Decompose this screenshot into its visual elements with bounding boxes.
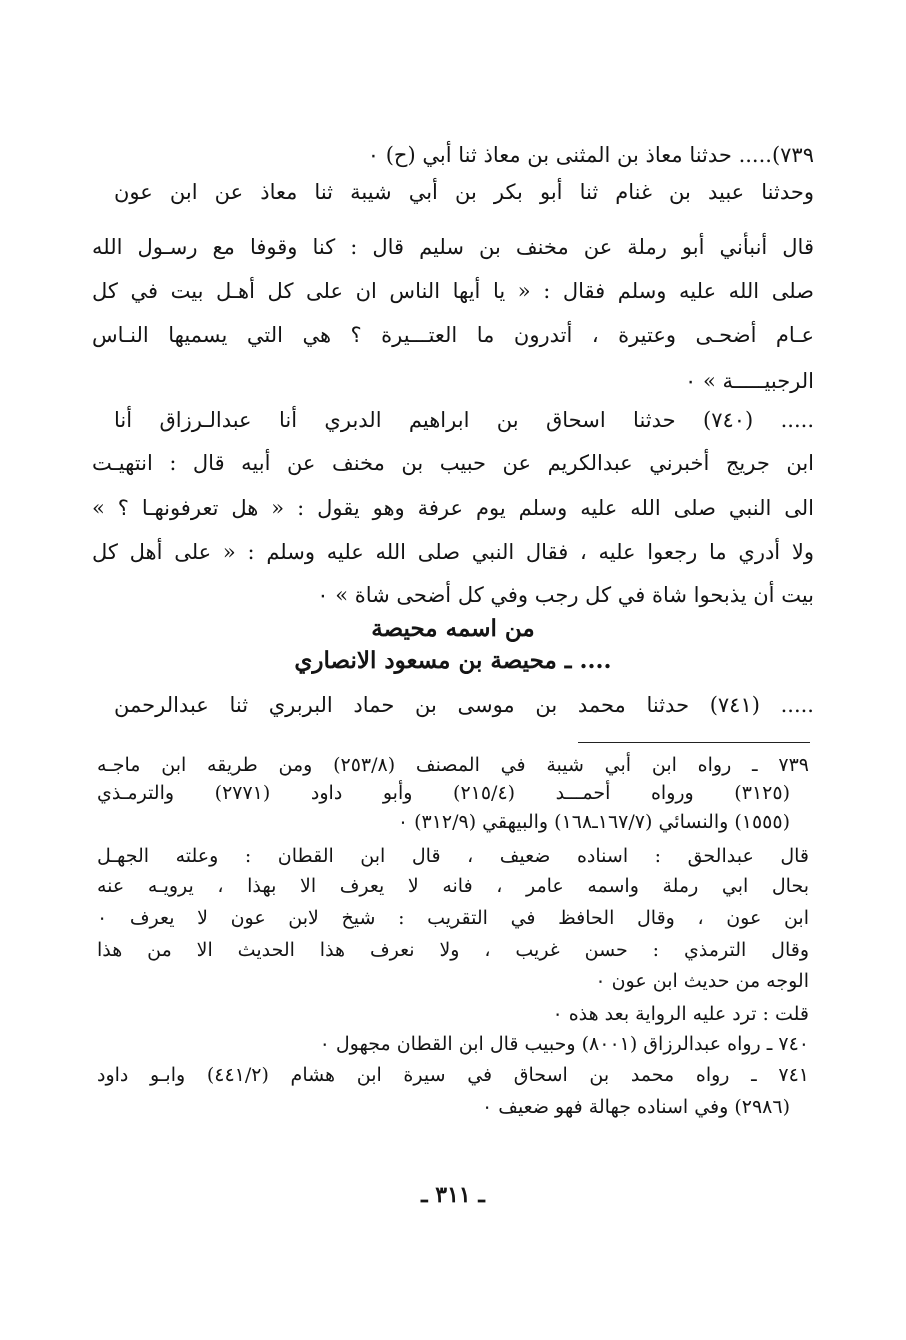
person-heading: .... ـ محيصة بن مسعود الانصاري (294, 647, 612, 674)
body-line-5: عـام أضحـى وعتيرة ، أتدرون ما العتـــيرة ؟ هي التي يسميها النـاس (92, 323, 814, 347)
body-line-6: الرجبيـــــة » ٠ (685, 369, 814, 393)
body-line-1: ٧٣٩)..... حدثنا معاذ بن المثنى بن معاذ ثنا أبي (ح) ٠ (367, 143, 814, 167)
section-heading: من اسمه محيصة (371, 615, 535, 642)
footnote-line-1: ٧٣٩ ـ رواه ابن أبي شيبة في المصنف (٢٥٣/٨) ومن طريقه ابن ماجـه (97, 754, 809, 776)
footnote-line-2: (٣١٢٥) ورواه أحمـــد (٢١٥/٤) وأبو داود (٢٧٧١) والترمـذي (97, 782, 790, 804)
body-line-7: ..... (٧٤٠) حدثنا اسحاق بن ابراهيم الدبري أنا عبدالـرزاق أنا (114, 408, 814, 432)
body-line-2: وحدثنا عبيد بن غنام ثنا أبو بكر بن أبي شيبة ثنا معاذ عن ابن عون (114, 180, 814, 204)
footnote-line-10: ٧٤٠ ـ رواه عبدالرزاق (٨٠٠١) وحبيب قال ابن القطان مجهول ٠ (319, 1033, 809, 1055)
body-line-12: ..... (٧٤١) حدثنا محمد بن موسى بن حماد البربري ثنا عبدالرحمن (114, 693, 814, 717)
footnote-line-6: ابن عون ، وقال الحافظ في التقريب : شيخ لابن عون لا يعرف ٠ (97, 907, 809, 929)
body-line-3: قال أنبأني أبو رملة عن مخنف بن سليم قال : كنا وقوفا مع رسـول الله (92, 235, 814, 259)
footnote-separator (578, 742, 810, 743)
body-line-9: الى النبي صلى الله عليه وسلم يوم عرفة وهو يقول : « هل تعرفونهـا ؟ » (92, 496, 814, 520)
body-line-8: ابن جريج أخبرني عبدالكريم عن حبيب بن مخنف عن أبيه قال : انتهيـت (92, 451, 814, 475)
footnote-line-3: (١٥٥٥) والنسائي (١٦٧/٧ـ١٦٨) والبيهقي (٣١٢/٩) ٠ (397, 811, 790, 833)
footnote-line-9: قلت : ترد عليه الرواية بعد هذه ٠ (552, 1003, 809, 1025)
page-number: ـ ٣١١ ـ (421, 1182, 485, 1208)
footnote-line-4: قال عبدالحق : اسناده ضعيف ، قال ابن القطان : وعلته الجهـل (97, 845, 809, 867)
footnote-line-12: (٢٩٨٦) وفي اسناده جهالة فهو ضعيف ٠ (482, 1096, 790, 1118)
footnote-line-7: وقال الترمذي : حسن غريب ، ولا نعرف هذا الحديث الا من هذا (97, 939, 809, 961)
body-line-11: بيت أن يذبحوا شاة في كل رجب وفي كل أضحى شاة » ٠ (317, 583, 814, 607)
footnote-line-8: الوجه من حديث ابن عون ٠ (595, 970, 809, 992)
footnote-line-5: بحال ابي رملة واسمه عامر ، فانه لا يعرف الا بهذا ، يرويـه عنه (97, 875, 809, 897)
body-line-10: ولا أدري ما رجعوا عليه ، فقال النبي صلى الله عليه وسلم : « على أهل كل (92, 540, 814, 564)
body-line-4: صلى الله عليه وسلم فقال : « يا أيها الناس ان على كل أهـل بيت في كل (92, 279, 814, 303)
footnote-line-11: ٧٤١ ـ رواه محمد بن اسحاق في سيرة ابن هشام (٤٤١/٢) وابـو داود (97, 1064, 809, 1086)
